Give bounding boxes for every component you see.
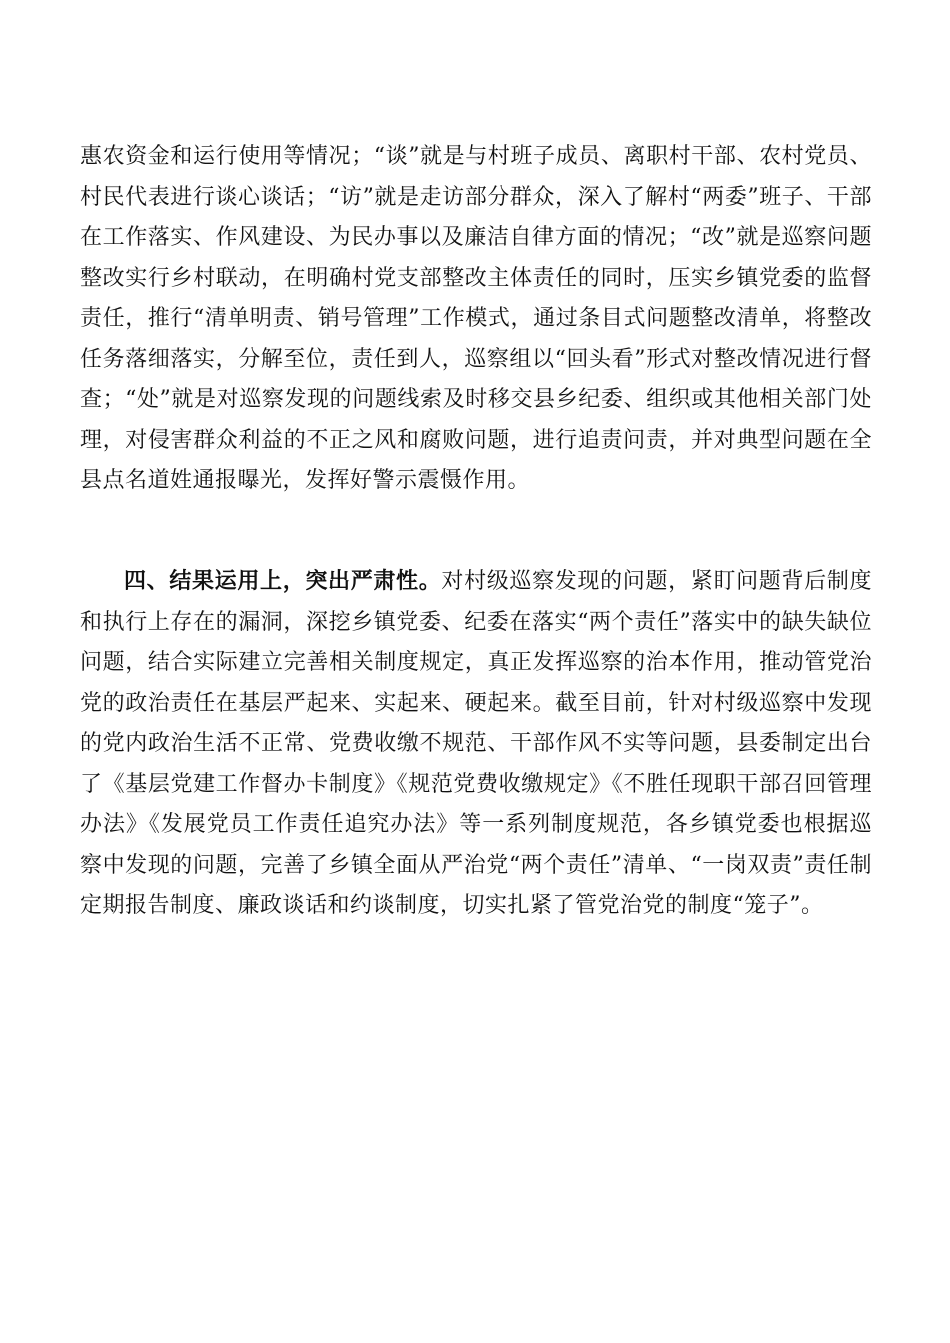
paragraph-result-application <box>80 562 872 927</box>
section-heading-four: 四、结果运用上，突出严肃性。 <box>124 569 442 594</box>
section-body-four: 对村级巡察发现的问题，紧盯问题背后制度和执行上存在的漏洞，深挖乡镇党委、纪委在落实“两个责任”落实中的缺失缺位问题，结合实际建立完善相关制度规定，真正发挥巡察的治本作用，推动管党治党的政治责任在基层严起来、实起来、硬起来。截至目前，针对村级巡察中发现的党内政治生活不正常、党费收缴不规范、干部作风不实等问题，县委制定出台了《基层党建工作督办卡制度》《规范党费收缴规定》《不胜任现职干部召回管理办法》《发展党员工作责任追究办法》等一系列制度规范，各乡镇党委也根据巡察中发现的问题，完善了乡镇全面从严治党“两个责任”清单、“一岗双责”责任制定期报告制度、廉政谈话和约谈制度，切实扎紧了管党治党的制度“笼子”。 <box>80 569 872 918</box>
paragraph-inspection-methods: 惠农资金和运行使用等情况；“谈”就是与村班子成员、离职村干部、农村党员、村民代表进行谈心谈话；“访”就是走访部分群众，深入了解村“两委”班子、干部在工作落实、作风建设、为民办事以及廉洁自律方面的情况；“改”就是巡察问题整改实行乡村联动，在明确村党支部整改主体责任的同时，压实乡镇党委的监督责任，推行“清单明责、销号管理”工作模式，通过条目式问题整改清单，将整改任务落细落实，分解至位，责任到人，巡察组以“回头看”形式对整改情况进行督查；“处”就是对巡察发现的问题线索及时移交县乡纪委、组织或其他相关部门处理，对侵害群众利益的不正之风和腐败问题，进行追责问责，并对典型问题在全县点名道姓通报曝光，发挥好警示震慑作用。 <box>80 144 872 493</box>
